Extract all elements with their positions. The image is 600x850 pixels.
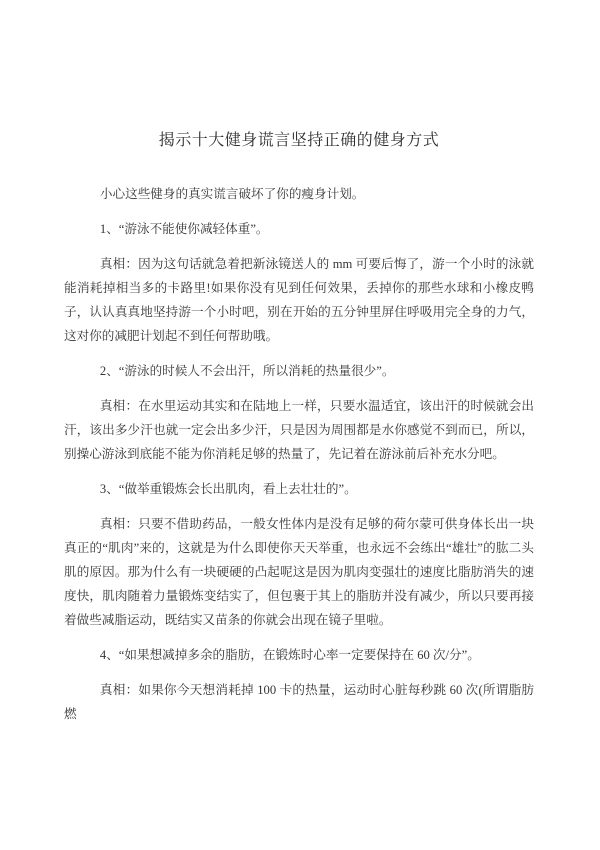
truth-1-paragraph: 真相：因为这句话就急着把新泳镜送人的 mm 可要后悔了，游一个小时的泳就能消耗掉相当多的卡路里!如果你没有见到任何效果，丢掉你的那些水球和小橡皮鸭子，认认真真地坚持游一个小时吧，别在开始的五分钟里屏住呼吸用完全身的力气，这对你的减肥计划起不到任何帮助哦。 bbox=[64, 257, 534, 343]
myth-3-heading: 3、“做举重锻炼会长出肌肉，看上去壮壮的”。 bbox=[99, 482, 357, 496]
truth-4-paragraph: 真相：如果你今天想消耗掉 100 卡的热量，运动时心脏每秒跳 60 次(所谓脂肪燃 bbox=[64, 683, 534, 721]
myth-2-heading: 2、“游泳的时候人不会出汗，所以消耗的热量很少”。 bbox=[99, 364, 395, 378]
truth-3-paragraph: 真相：只要不借助药品，一般女性体内是没有足够的荷尔蒙可供身体长出一块真正的“肌肉”来的，这就是为什么即使你天天举重，也永远不会练出“雄壮”的肱二头肌的原因。那为什么有一块硬硬的凸起呢这是因为肌肉变强壮的速度比脂肪消失的速度快，肌肉随着力量锻炼变结实了，但包裹于其上的脂肪并没有减少，所以只要再接着做些减脂运动，既结实又苗条的你就会出现在镜子里啦。 bbox=[64, 517, 534, 627]
myth-4-heading: 4、“如果想减掉多余的脂肪，在锻炼时心率一定要保持在 60 次/分”。 bbox=[99, 648, 480, 662]
intro-paragraph: 小心这些健身的真实谎言破坏了你的瘦身计划。 bbox=[99, 187, 365, 201]
myth-1-heading: 1、“游泳不能使你减轻体重”。 bbox=[99, 222, 269, 236]
truth-2-paragraph: 真相：在水里运动其实和在陆地上一样，只要水温适宜，该出汗的时候就会出汗，该出多少汗也就一定会出多少汗，只是因为周围都是水你感觉不到而已，所以，别操心游泳到底能不能为你消耗足够的热量了，先记着在游泳前后补充水分吧。 bbox=[64, 399, 534, 461]
document-title: 揭示十大健身谎言坚持正确的健身方式 bbox=[158, 132, 440, 149]
